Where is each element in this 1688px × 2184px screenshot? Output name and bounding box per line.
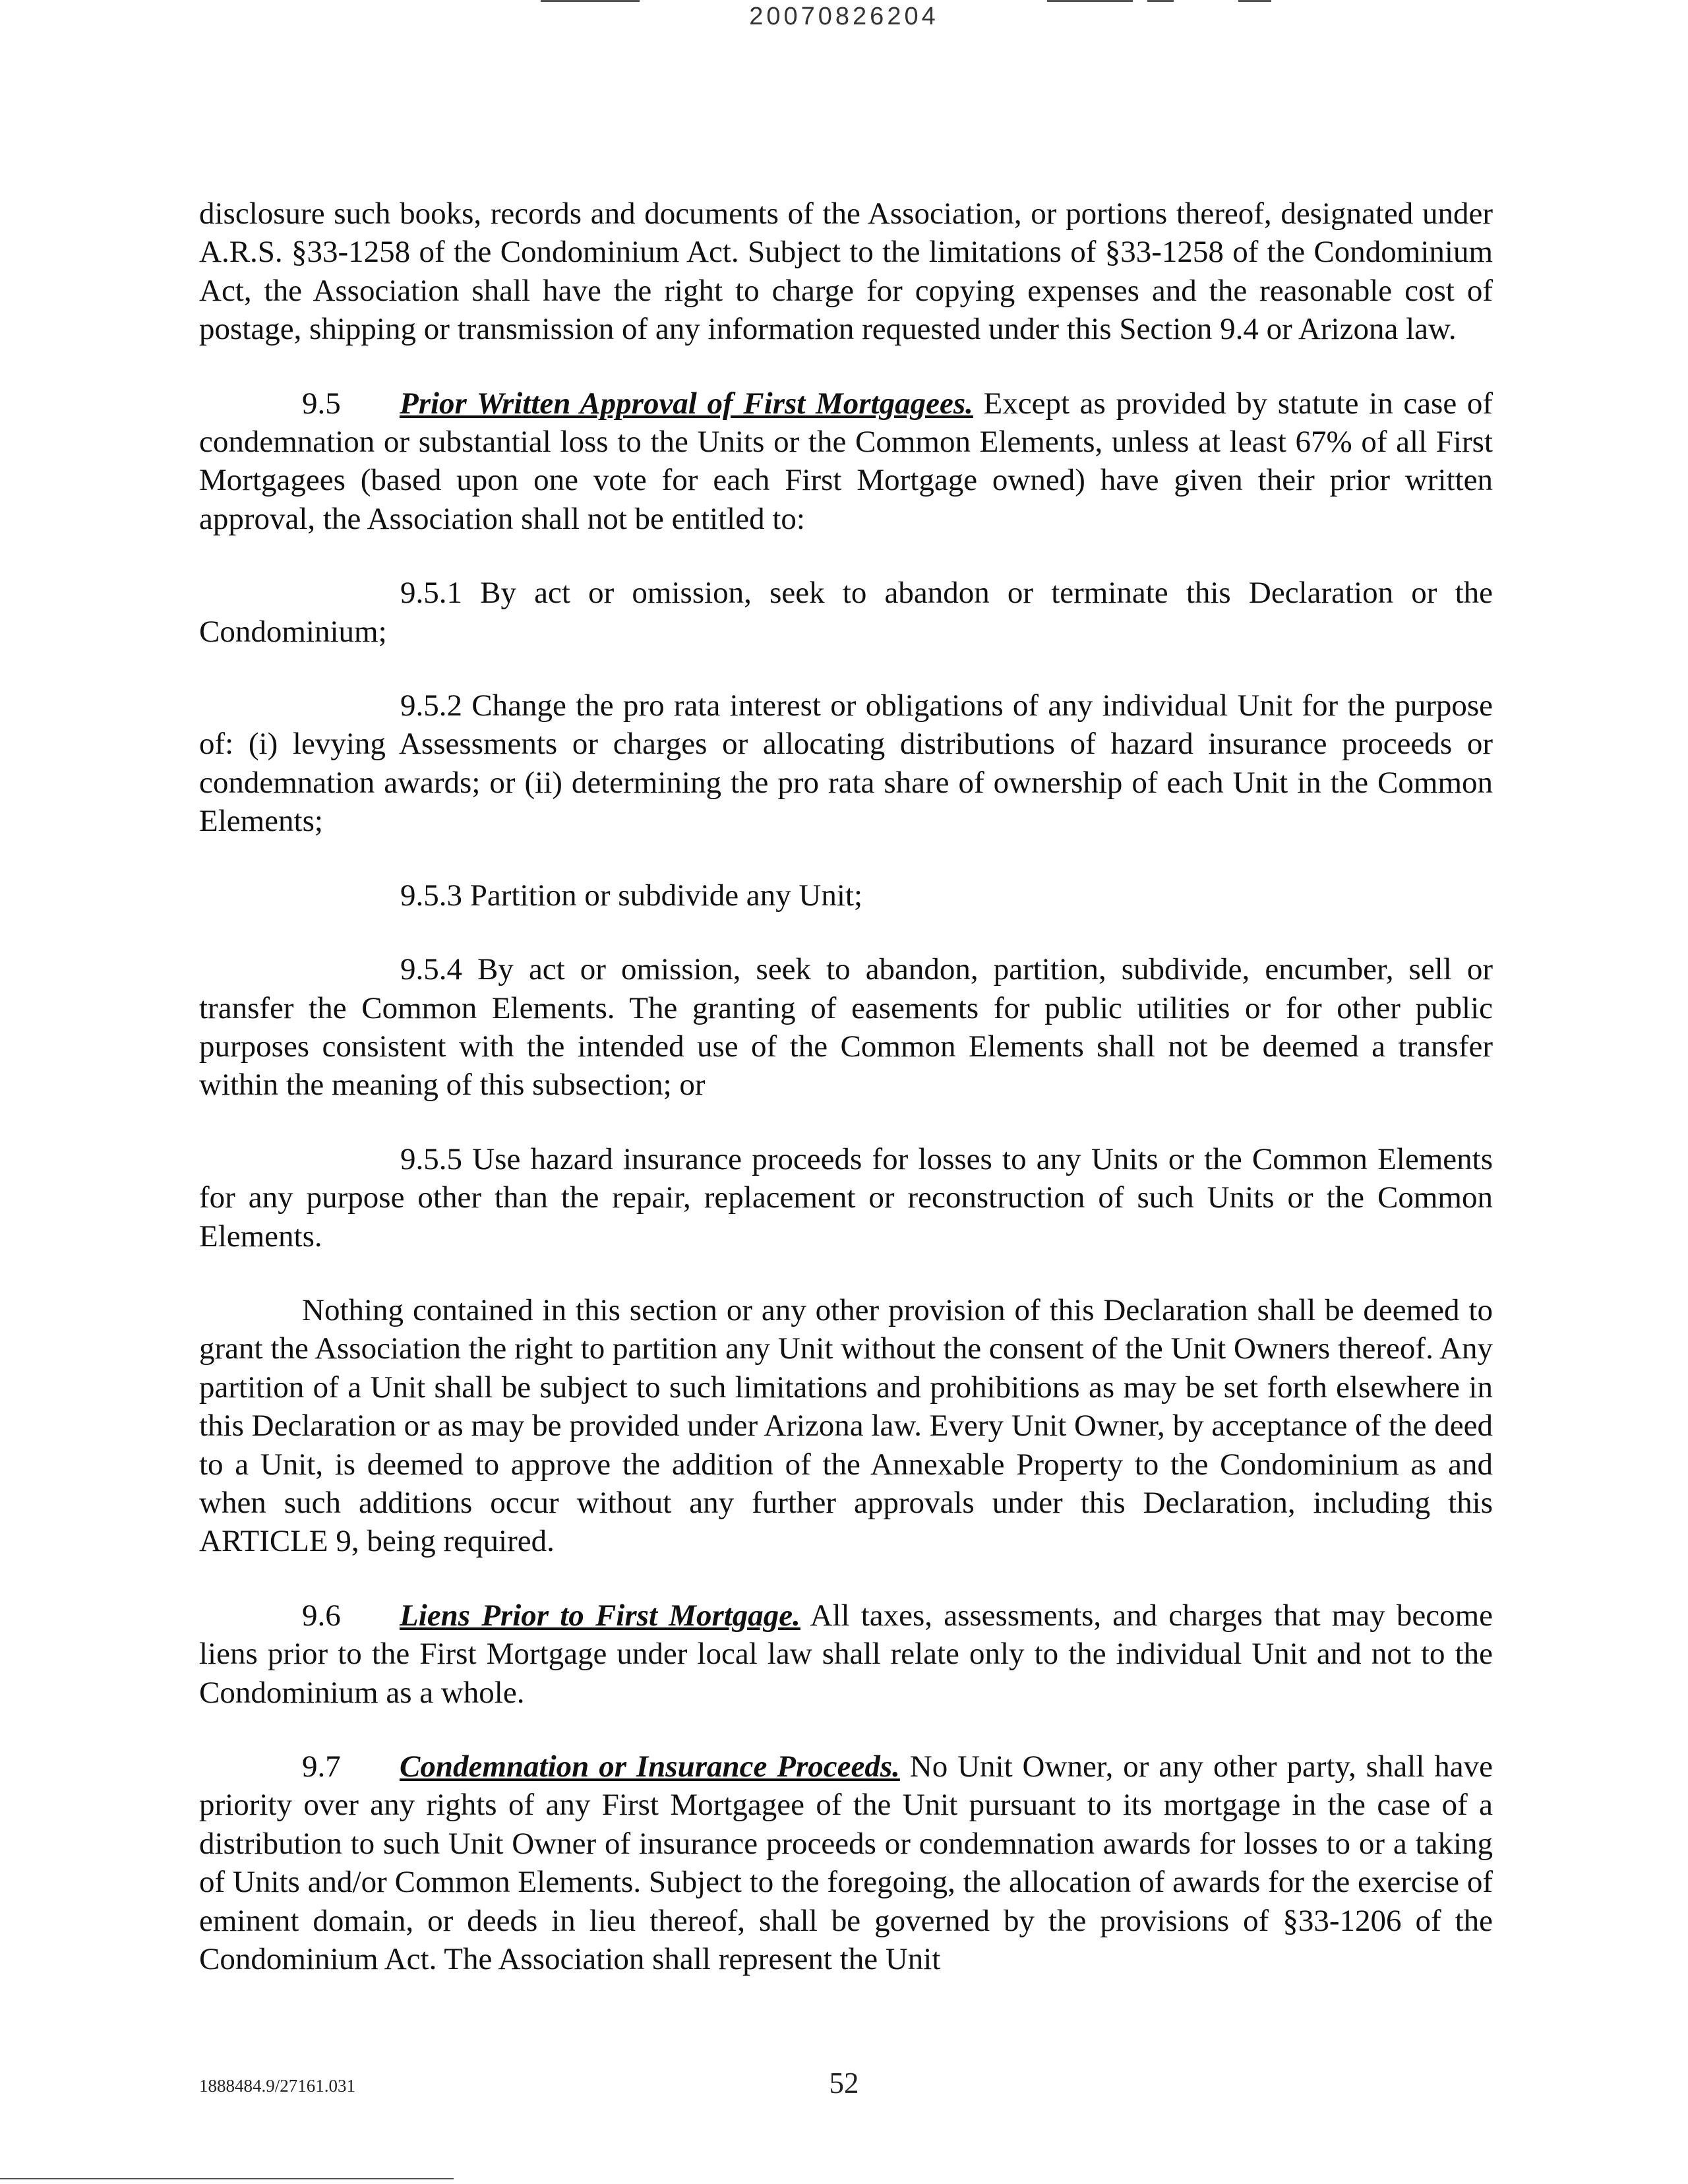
section-9-7 [199, 1747, 1493, 1978]
section-number: 9.7 [302, 1749, 341, 1784]
subsection-9-5-4: 9.5.4 By act or omission, seek to abandon, partition, subdivide, encumber, sell or transfer the Common Elements. The granting of easements for public utilities or for other public purposes consistent with the intended use of the Common Elements shall not be deemed a transfer within the meaning of this subsection; or [199, 952, 1493, 1103]
section-9-6 [199, 1596, 1493, 1712]
section-heading: Condemnation or Insurance Proceeds. [400, 1749, 900, 1784]
section-text: All taxes, assessments, and charges that may become liens prior to the First Mortgage under local law shall relate only to the individual Unit and not to the Condominium as a whole. [199, 1598, 1493, 1710]
section-heading: Prior Written Approval of First Mortgagees. [400, 386, 973, 421]
section-9-5 [199, 384, 1493, 539]
subsection-9-5-2: 9.5.2 Change the pro rata interest or obligations of any individual Unit for the purpose of: (i) levying Assessments or charges or allocating distributions of hazard insurance proceeds or condemnation awards; or (ii) determining the pro rata share of ownership of each Unit in the Common Elements; [199, 688, 1493, 839]
section-number: 9.6 [302, 1598, 341, 1633]
page-number: 52 [829, 2067, 859, 2100]
document-body [199, 195, 1493, 2014]
section-heading: Liens Prior to First Mortgage. [400, 1598, 800, 1633]
footer-document-id: 1888484.9/27161.031 [199, 2076, 356, 2096]
section-number: 9.5 [302, 386, 341, 421]
section-text: Except as provided by statute in case of condemnation or substantial loss to the Units or the Common Elements, unless at least 67% of all First Mortgagees (based upon one vote for each First Mortgage owned) have given their prior written approval, the Association shall not be entitled to: [199, 386, 1493, 536]
paragraph-disclosure: disclosure such books, records and documents of the Association, or portions thereof, designated under A.R.S. §33-1258 of the Condominium Act. Subject to the limitations of §33-1258 of the Condominium Act, the Association shall have the right to charge for copying expenses and the reasonable cost of postage, shipping or transmission of any information requested under this Section 9.4 or Arizona law. [199, 197, 1493, 347]
bottom-rule [0, 2178, 454, 2179]
scan-mark-right-small [1147, 0, 1174, 2]
recording-number: 20070826204 [749, 3, 939, 30]
subsection-9-5-1: 9.5.1 By act or omission, seek to abandon or terminate this Declaration or the Condominium; [199, 576, 1493, 649]
subsection-9-5-5: 9.5.5 Use hazard insurance proceeds for losses to any Units or the Common Elements for any purpose other than the repair, replacement or reconstruction of such Units or the Common Elements. [199, 1141, 1493, 1254]
section-text: No Unit Owner, or any other party, shall have priority over any rights of any First Mortgagee of the Unit pursuant to its mortgage in the case of a distribution to such Unit Owner of insurance proceeds or condemnation awards for losses to or a taking of Units and/or Common Elements. Subject to the foregoing, the allocation of awards for the exercise of eminent domain, or deeds in lieu thereof, shall be governed by the provisions of §33-1206 of the Condominium Act. The Association shall represent the Unit [199, 1749, 1493, 1977]
scan-mark-left [541, 0, 640, 2]
scan-mark-right [1047, 0, 1133, 2]
paragraph-nothing-contained: Nothing contained in this section or any other provision of this Declaration shall be deemed to grant the Association the right to partition any Unit without the consent of the Unit Owners thereof. Any partition of a Unit shall be subject to such limitations and prohibitions as may be set forth elsewhere in this Declaration or as may be provided under Arizona law. Every Unit Owner, by acceptance of the deed to a Unit, is deemed to approve the addition of the Annexable Property to the Condominium as and when such additions occur without any further approvals under this Declaration, including this ARTICLE 9, being required. [199, 1292, 1493, 1559]
scan-mark-far-right [1238, 0, 1271, 2]
subsection-9-5-3: 9.5.3 Partition or subdivide any Unit; [400, 878, 863, 913]
